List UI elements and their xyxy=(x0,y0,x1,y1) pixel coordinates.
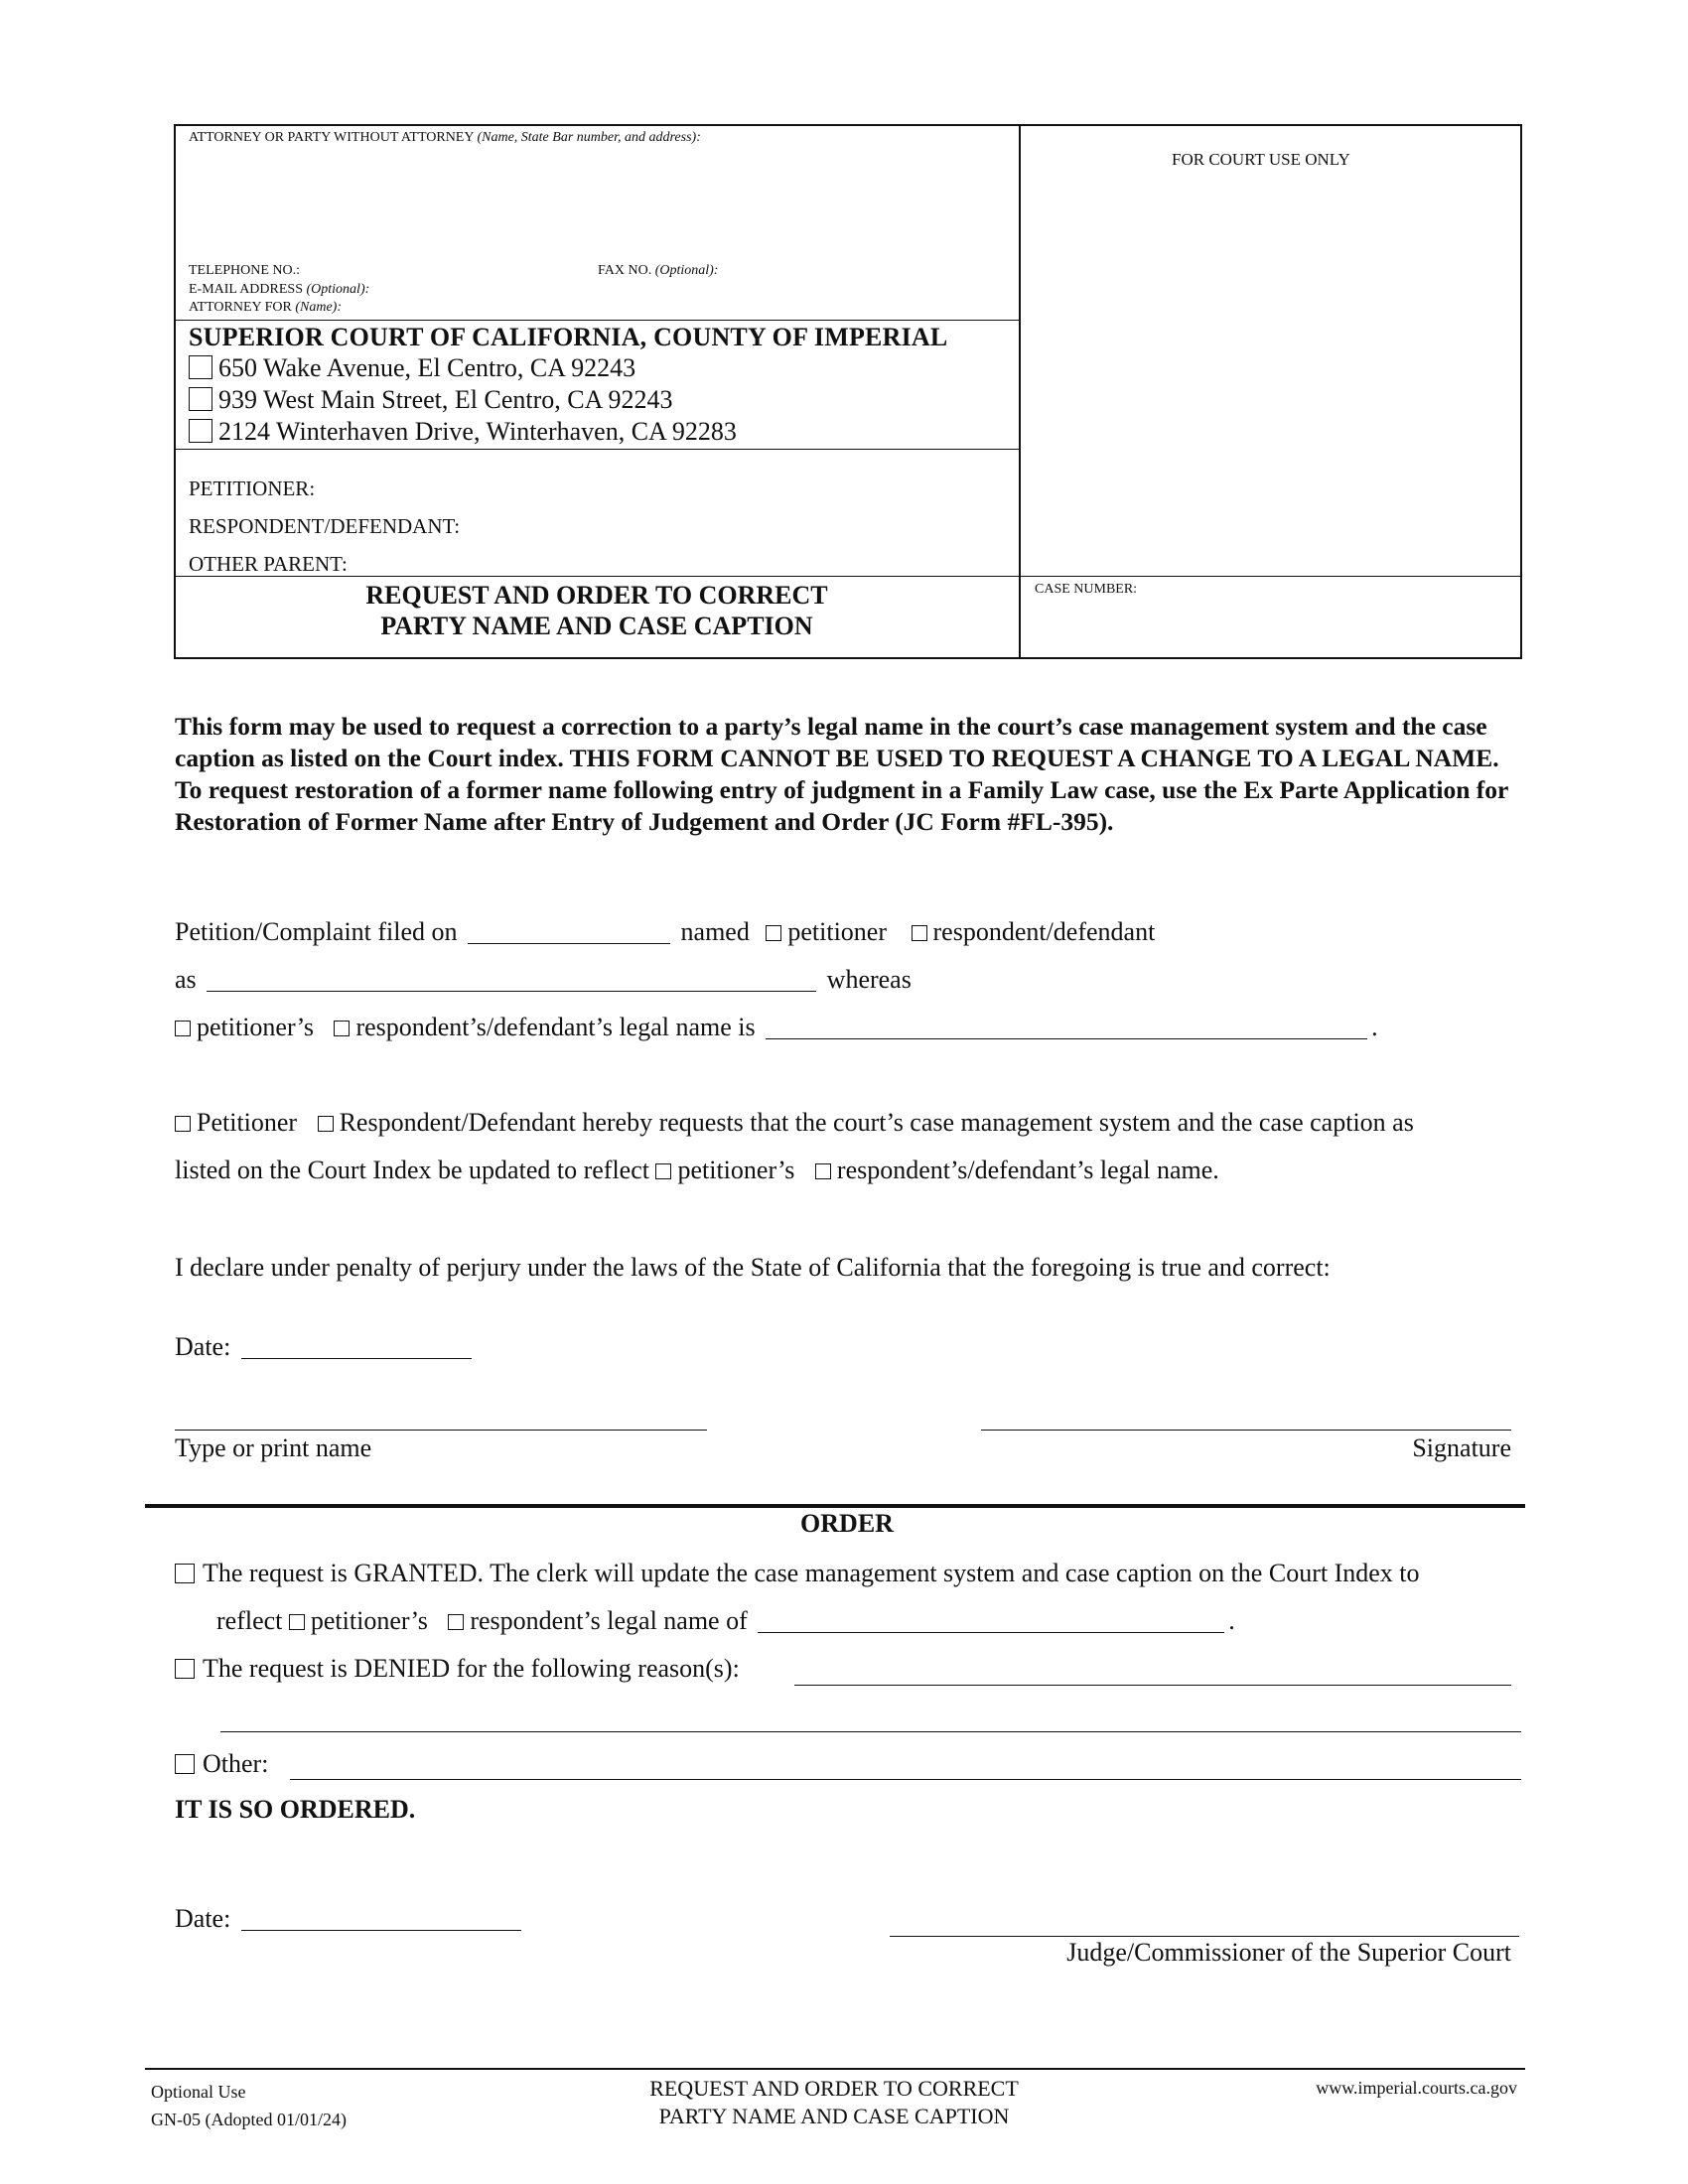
form-title-line1: REQUEST AND ORDER TO CORRECT xyxy=(365,581,828,610)
as-label: as xyxy=(175,965,197,994)
judge-signature-line[interactable] xyxy=(890,1936,1519,1937)
attorney-label-note: (Name, State Bar number, and address): xyxy=(477,130,701,145)
order-date-label: Date: xyxy=(175,1904,231,1933)
email-text: E-MAIL ADDRESS xyxy=(189,282,303,297)
denied-line xyxy=(175,1654,740,1684)
location-2-text: 939 West Main Street, El Centro, CA 92243 xyxy=(218,385,673,414)
filed-on-label: Petition/Complaint filed on xyxy=(175,917,458,946)
caption-divider xyxy=(1019,124,1021,659)
instructions-text: This form may be used to request a correction to a party’s legal name in the court’s case management system and the case caption as listed on the Court index. THIS FORM CANNOT BE USED TO REQUEST A CHANGE TO A LEGAL NAME. To request restoration of a former name following entry of judgment in a Family Law case, use the Ex Parte Application for Restoration of Former Name after Entry of Judgement and Order (JC Form #FL-395). xyxy=(175,712,1508,836)
fax-text: FAX NO. xyxy=(598,263,652,278)
denied-checkbox[interactable] xyxy=(175,1659,195,1679)
named-petitioner-label: petitioner xyxy=(787,917,887,946)
email-note: (Optional): xyxy=(306,282,370,297)
legal-name-period: . xyxy=(1371,1013,1378,1041)
granted-respondent-checkbox[interactable] xyxy=(448,1614,464,1630)
legal-respondent-checkbox[interactable] xyxy=(334,1021,350,1036)
location-option-3[interactable] xyxy=(189,417,737,447)
other-reason-line[interactable] xyxy=(290,1779,1521,1780)
granted-petitioner-checkbox[interactable] xyxy=(289,1614,305,1630)
attorney-label-text: ATTORNEY OR PARTY WITHOUT ATTORNEY xyxy=(189,130,474,145)
form-title xyxy=(176,580,1018,641)
divider-title xyxy=(174,576,1522,577)
granted-petitioner-label: petitioner’s xyxy=(310,1606,428,1635)
footer-title-line1: REQUEST AND ORDER TO CORRECT xyxy=(649,2076,1019,2101)
legal-petitioner-label: petitioner’s xyxy=(197,1013,314,1041)
so-ordered: IT IS SO ORDERED. xyxy=(175,1795,416,1824)
fax-note: (Optional): xyxy=(654,263,719,278)
requests-line-1 xyxy=(175,1108,1414,1138)
other-checkbox[interactable] xyxy=(175,1754,195,1774)
declaration-text: I declare under penalty of perjury under the laws of the State of California that the foregoing is true and correct: xyxy=(175,1253,1331,1282)
attorney-for-label xyxy=(189,300,342,316)
order-heading: ORDER xyxy=(800,1509,894,1538)
location-3-text: 2124 Winterhaven Drive, Winterhaven, CA 92283 xyxy=(218,417,737,446)
signature-line[interactable] xyxy=(981,1430,1511,1431)
footer-rule xyxy=(145,2068,1525,2070)
email-label xyxy=(189,282,369,298)
reflect-petitioner-checkbox[interactable] xyxy=(655,1163,671,1179)
request-date-label: Date: xyxy=(175,1332,231,1361)
requester-respondent-checkbox[interactable] xyxy=(318,1116,334,1132)
divider-parties xyxy=(174,449,1020,450)
named-respondent-checkbox[interactable] xyxy=(912,925,927,941)
granted-respondent-label: respondent’s legal name of xyxy=(470,1606,748,1635)
fax-label xyxy=(598,263,718,279)
location-3-checkbox[interactable] xyxy=(189,419,212,443)
location-2-checkbox[interactable] xyxy=(189,387,212,411)
order-date-line xyxy=(175,1904,525,1934)
attorney-for-text: ATTORNEY FOR xyxy=(189,300,292,315)
print-name-line[interactable] xyxy=(175,1430,707,1431)
reflect-text: listed on the Court Index be updated to reflect xyxy=(175,1156,649,1184)
reflect-respondent-checkbox[interactable] xyxy=(815,1163,831,1179)
footer-website[interactable]: www.imperial.courts.ca.gov xyxy=(1316,2078,1517,2098)
footer-title xyxy=(556,2075,1112,2130)
case-number-label: CASE NUMBER: xyxy=(1035,582,1138,597)
granted-text: The request is GRANTED. The clerk will update the case management system and case caption on the Court Index to xyxy=(203,1559,1420,1587)
footer-form-id: GN-05 (Adopted 01/01/24) xyxy=(151,2110,347,2129)
request-date-blank[interactable] xyxy=(241,1336,472,1359)
filed-date-blank[interactable] xyxy=(468,921,670,944)
order-rule xyxy=(145,1504,1525,1508)
legal-name-blank[interactable] xyxy=(766,1017,1367,1039)
location-option-2[interactable] xyxy=(189,385,672,415)
requests-line-2 xyxy=(175,1156,1219,1185)
footer-optional-use: Optional Use xyxy=(151,2082,246,2102)
filed-line xyxy=(175,917,1155,947)
petitioner-label: PETITIONER: xyxy=(189,477,316,500)
denied-reason-line-1[interactable] xyxy=(794,1685,1511,1686)
attorney-label xyxy=(189,130,701,146)
granted-name-blank[interactable] xyxy=(758,1610,1224,1633)
legal-name-line xyxy=(175,1013,1378,1042)
requester-petitioner-label: Petitioner xyxy=(197,1108,298,1137)
as-name-blank[interactable] xyxy=(207,969,816,992)
form-title-line2: PARTY NAME AND CASE CAPTION xyxy=(380,612,813,640)
granted-checkbox[interactable] xyxy=(175,1564,195,1583)
attorney-for-note: (Name): xyxy=(295,300,343,315)
named-respondent-label: respondent/defendant xyxy=(932,917,1156,946)
denied-text: The request is DENIED for the following reason(s): xyxy=(203,1654,740,1683)
legal-respondent-label: respondent’s/defendant’s legal name is xyxy=(355,1013,756,1041)
reflect-respondent-label: respondent’s/defendant’s legal name. xyxy=(836,1156,1219,1184)
granted-period: . xyxy=(1228,1606,1235,1635)
location-1-checkbox[interactable] xyxy=(189,355,212,379)
order-date-blank[interactable] xyxy=(241,1908,521,1931)
granted-line xyxy=(175,1559,1420,1588)
court-use-label: FOR COURT USE ONLY xyxy=(1172,150,1350,169)
signature-label: Signature xyxy=(1412,1433,1511,1462)
court-name: SUPERIOR COURT OF CALIFORNIA, COUNTY OF IMPERIAL xyxy=(189,323,948,351)
other-text: Other: xyxy=(203,1749,269,1778)
denied-reason-line-2[interactable] xyxy=(220,1731,1521,1732)
divider-court xyxy=(174,320,1020,321)
respondent-label: RESPONDENT/DEFENDANT: xyxy=(189,514,461,538)
named-petitioner-checkbox[interactable] xyxy=(766,925,781,941)
request-date-line xyxy=(175,1332,476,1362)
telephone-label: TELEPHONE NO.: xyxy=(189,263,300,278)
legal-petitioner-checkbox[interactable] xyxy=(175,1021,191,1036)
whereas-label: whereas xyxy=(826,965,912,994)
type-name-label: Type or print name xyxy=(175,1433,372,1462)
footer-left xyxy=(151,2078,347,2133)
footer-title-line2: PARTY NAME AND CASE CAPTION xyxy=(658,2104,1010,2128)
judge-label: Judge/Commissioner of the Superior Court xyxy=(1066,1938,1511,1967)
requester-respondent-text: Respondent/Defendant hereby requests that the court’s case management system and the case caption as xyxy=(339,1108,1414,1137)
granted-reflect-label: reflect xyxy=(216,1606,283,1635)
other-parent-label: OTHER PARENT: xyxy=(189,552,348,576)
reflect-petitioner-label: petitioner’s xyxy=(677,1156,795,1184)
other-line xyxy=(175,1749,268,1779)
as-line xyxy=(175,965,912,995)
granted-reflect-line xyxy=(216,1606,1235,1636)
requester-petitioner-checkbox[interactable] xyxy=(175,1116,191,1132)
location-1-text: 650 Wake Avenue, El Centro, CA 92243 xyxy=(218,353,636,382)
named-label: named xyxy=(680,917,750,946)
location-option-1[interactable] xyxy=(189,353,635,383)
